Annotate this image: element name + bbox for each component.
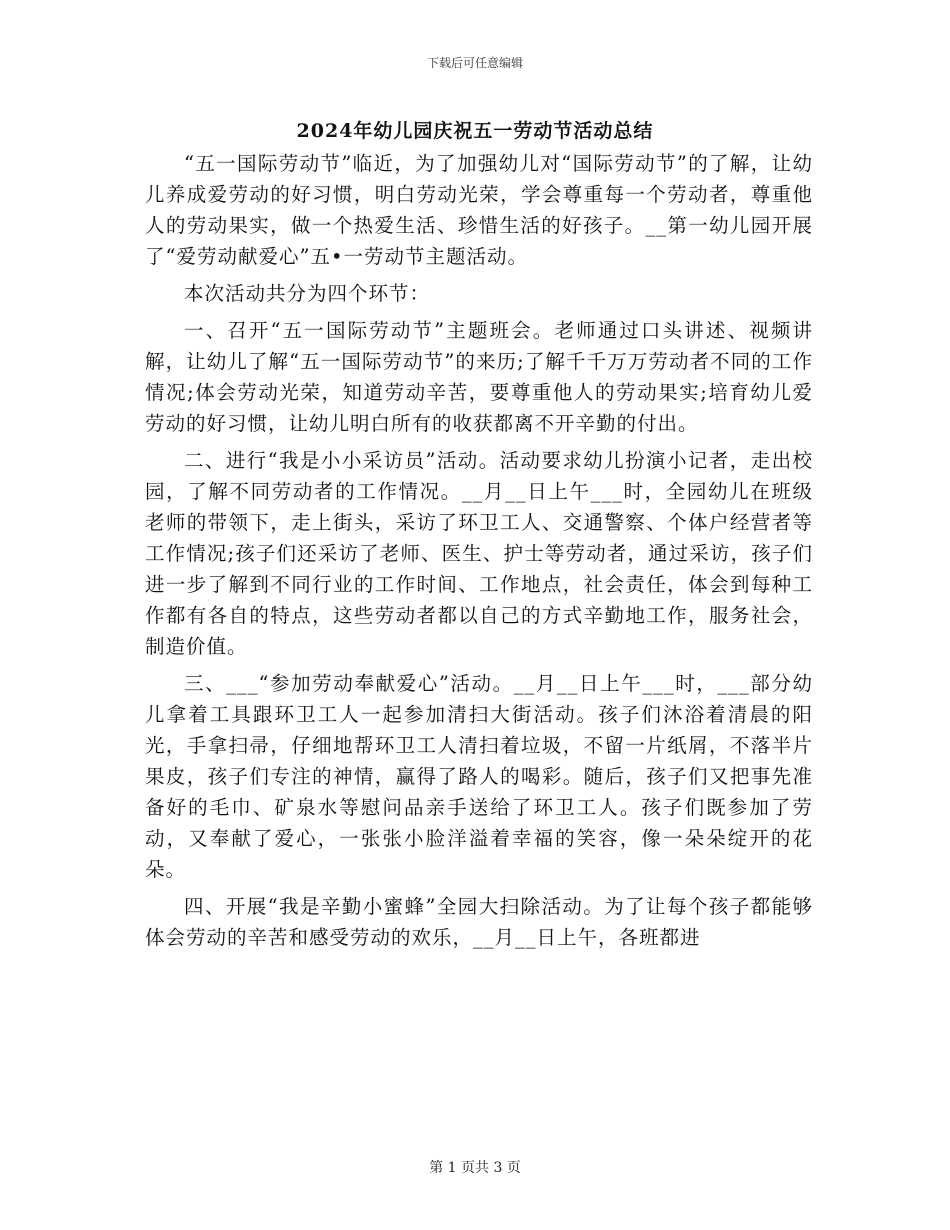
header-note: 下载后可任意编辑 xyxy=(426,56,523,70)
page-footer: 第 1 页共 3 页 xyxy=(429,1160,521,1176)
paragraph-section-2: 二、进行“我是小小采访员”活动。活动要求幼儿扮演小记者，走出校园，了解不同劳动者的工作情况。__月__日上午___时，全园幼儿在班级老师的带领下，走上街头，采访了环卫工人、交通警察、个体户经营者等工作情况;孩子们还采访了老师、医生、护士等劳动者，通过采访，孩子们进一步了解到不同行业的工作时间、工作地点，社会责任，体会到每种工作都有各自的特点，这些劳动者都以自己的方式辛勤地工作，服务社会，制造价值。 xyxy=(145,449,813,658)
paragraph-section-1: 一、召开“五一国际劳动节”主题班会。老师通过口头讲述、视频讲解，让幼儿了解“五一国际劳动节”的来历;了解千千万万劳动者不同的工作情况;体会劳动光荣，知道劳动辛苦，要尊重他人的劳动果实;培育幼儿爱劳动的好习惯，让幼儿明白所有的收获都离不开辛勤的付出。 xyxy=(145,319,813,435)
paragraph-section-3: 三、___“参加劳动奉献爱心”活动。__月__日上午___时，___部分幼儿拿着工具跟环卫工人一起参加清扫大街活动。孩子们沐浴着清晨的阳光，手拿扫帚，仔细地帮环卫工人清扫着垃圾，不留一片纸屑，不落半片果皮，孩子们专注的神情，赢得了路人的喝彩。随后，孩子们又把事先准备好的毛巾、矿泉水等慰问品亲手送给了环卫工人。孩子们既参加了劳动，又奉献了爱心，一张张小脸洋溢着幸福的笑容，像一朵朵绽开的花朵。 xyxy=(145,672,813,881)
paragraph-section-4: 四、开展“我是辛勤小蜜蜂”全园大扫除活动。为了让每个孩子都能够体会劳动的辛苦和感受劳动的欢乐，__月__日上午，各班都进 xyxy=(145,895,813,949)
document-body xyxy=(145,148,813,959)
paragraph-intro: “五一国际劳动节”临近，为了加强幼儿对“国际劳动节”的了解，让幼儿养成爱劳动的好习惯，明白劳动光荣，学会尊重每一个劳动者，尊重他人的劳动果实，做一个热爱生活、珍惜生活的好孩子。__第一幼儿园开展了“爱劳动献爱心”五•一劳动节主题活动。 xyxy=(145,152,813,268)
document-title: 2024年幼儿园庆祝五一劳动节活动总结 xyxy=(296,120,654,142)
paragraph-overview: 本次活动共分为四个环节： xyxy=(184,282,431,305)
